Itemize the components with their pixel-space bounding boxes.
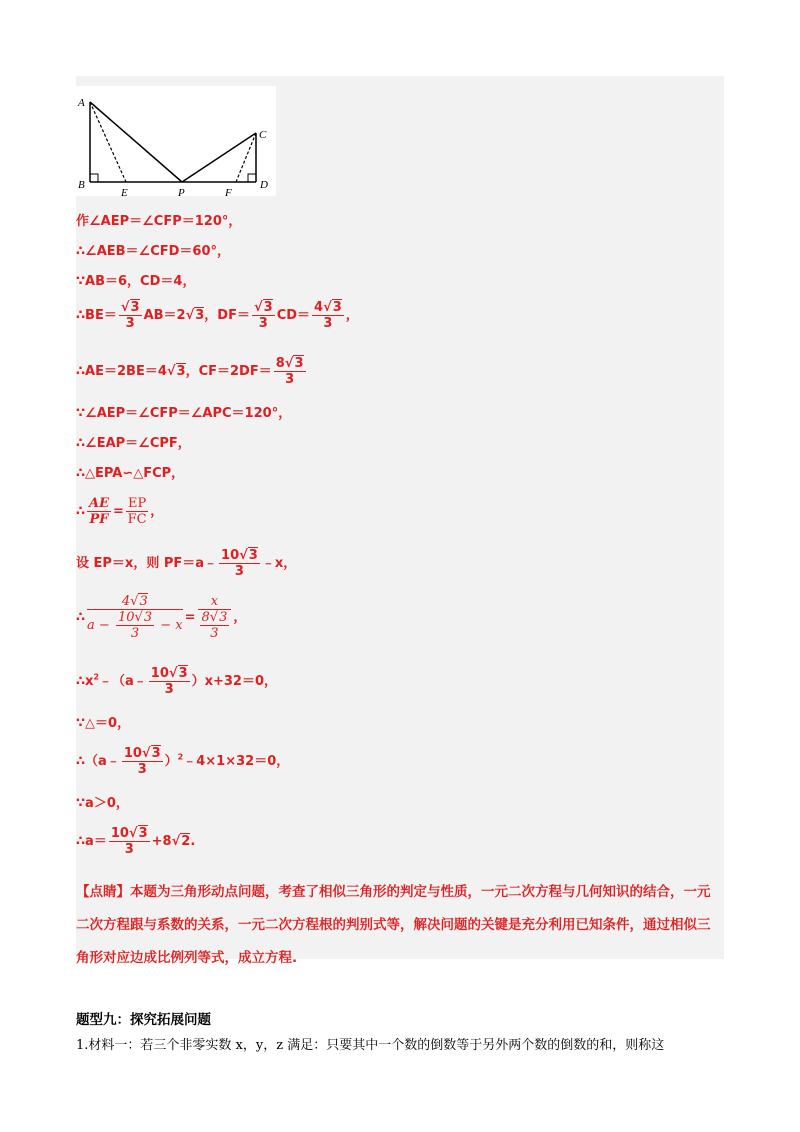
geometry-diagram [76, 86, 276, 196]
label-e: E [121, 187, 128, 196]
label-f: F [225, 187, 232, 196]
label-b: B [78, 179, 85, 191]
solution-line-4: ∴BE＝ $\frac{√3}{3}$ AB＝2√3，DF＝ $\frac{√3}{3}$ CD＝ $\frac{4√3}{3}$ ， [76, 300, 359, 331]
section-title: 题型九：探究拓展问题 [76, 1012, 211, 1028]
question-text: 1.材料一：若三个非零实数 x，y，z 满足：只要其中一个数的倒数等于另外两个数的倒数的和，则称这 [76, 1038, 665, 1053]
solution-line-11: ∴ 4√3 a − $\frac{10√3}{3}$ − x = $\frac{x}{\frac{8√3}{3}}$ ， [76, 594, 247, 641]
solution-line-14: ∴（a﹣ $\frac{10√3}{3}$ ）$^2$﹣4×1×32＝0， [76, 746, 290, 777]
solution-line-10: 设 EP＝x，则 PF＝a﹣ $\frac{10√3}{3}$ ﹣x， [76, 548, 297, 579]
label-a: A [78, 97, 85, 109]
label-p: P [178, 187, 185, 196]
solution-line-2: ∴∠AEB＝∠CFD＝60°， [76, 244, 231, 259]
solution-line-12: $\therefore x^2﹣(a﹣$ $\frac{10√3}{3}$ ）x+32＝0， [76, 666, 278, 697]
solution-line-16: ∴a＝ $\frac{10√3}{3}$ +8√2. [76, 826, 196, 857]
solution-line-8: ∴△EPA∽△FCP， [76, 466, 185, 481]
solution-line-13: ∵△＝0， [76, 716, 131, 731]
solution-line-9: ∴ $\frac{AE}{PF}$ = $\frac{EP}{FC}$ ， [76, 496, 164, 527]
solution-line-6: ∵∠AEP＝∠CFP＝∠APC＝120°， [76, 406, 292, 421]
key-point-note: 【点睛】本题为三角形动点问题，考查了相似三角形的判定与性质，一元二次方程与几何知识的结合，一元二次方程跟与系数的关系，一元二次方程根的判别式等，解决问题的关键是充分利用已知条件，通过相似三角形对应边成比例列等式，成立方程. [76, 884, 711, 966]
solution-line-7: ∴∠EAP＝∠CPF， [76, 436, 191, 451]
solution-line-15: ∵a＞0， [76, 796, 129, 811]
label-c: C [259, 129, 267, 141]
label-d: D [260, 179, 268, 191]
solution-line-1: 作∠AEP＝∠CFP＝120°， [76, 214, 242, 229]
solution-line-5: ∴AE＝2BE＝4√3，CF＝2DF＝ $\frac{8√3}{3}$ [76, 356, 304, 387]
solution-line-3: ∵AB＝6，CD＝4， [76, 274, 196, 289]
